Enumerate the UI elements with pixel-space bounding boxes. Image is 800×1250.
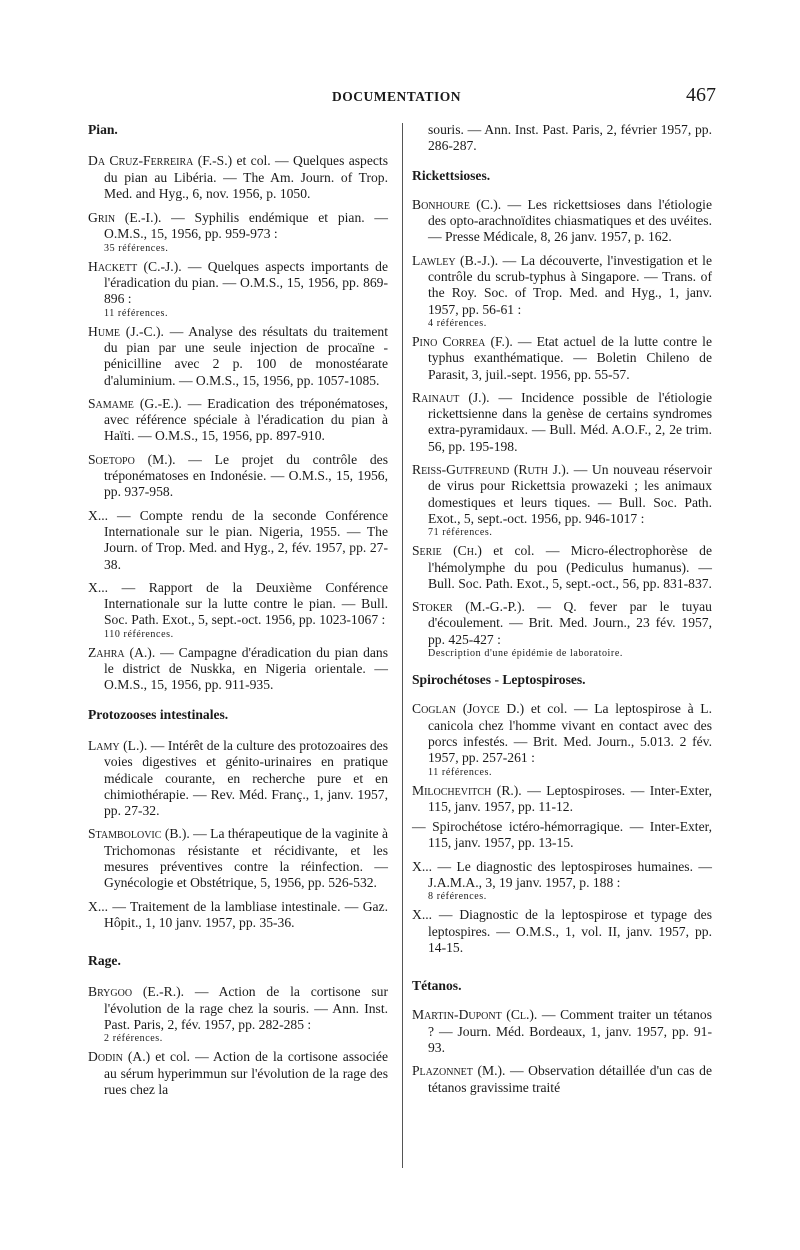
section-heading: Rage. bbox=[88, 953, 121, 969]
entry-author: Zahra (A.). bbox=[88, 644, 156, 660]
entry-author: X... bbox=[88, 507, 109, 523]
bibliography-entry bbox=[412, 253, 712, 329]
entry-citation: — Compte rendu de la seconde Conférence Internationale sur le pian. Nigeria, 1955. — The Journ. of Trop. Med. and Hyg., 2, fév. 1957, pp. 27-38. bbox=[104, 507, 388, 572]
entry-citation: et col. — Quelques aspects du pian au Libéria. — The Am. Journ. of Trop. Med. and Hyg., 6, nov. 1956, p. 1050. bbox=[104, 153, 388, 201]
entry-citation: — Observation détaillée d'un cas de tétanos gravissime traité bbox=[428, 1063, 712, 1095]
bibliography-entry bbox=[412, 599, 712, 659]
entry-author: Samame (G.-E.). bbox=[88, 395, 182, 411]
entry-citation: — Eradication des tréponématoses, avec référence spéciale à l'éradication du pian à Haïti. — O.M.S., 15, 1956, pp. 897-910. bbox=[104, 395, 388, 444]
reference-count: 35 références. bbox=[104, 242, 169, 254]
bibliography-entry bbox=[88, 508, 388, 573]
entry-author: X... bbox=[412, 858, 433, 874]
entry-citation: — Rapport de la Deuxième Conférence Internationale sur la lutte contre le pian. — Bull. Soc. Path. Exot., 5, sept.-oct. 1956, pp. 1023-1067 : bbox=[104, 579, 388, 628]
bibliography-entry bbox=[88, 396, 388, 445]
bibliography-entry bbox=[412, 859, 712, 903]
bibliography-entry bbox=[412, 819, 712, 852]
bibliography-entry bbox=[412, 907, 712, 956]
entry-citation: — Campagne d'éradication du pian dans le district de Nuskka, en Nigeria orientale. — O.M.S., 15, 1956, pp. 911-935. bbox=[104, 644, 388, 693]
entry-citation: et col. — Micro-électrophorèse de l'hémolymphe du pou (Pediculus humanus). — Bull. Soc. Path. Exot., 5, sept.-oct., 56, pp. 831-837. bbox=[428, 543, 712, 591]
reference-count: 2 références. bbox=[104, 1033, 163, 1045]
entry-citation: — Action de la cortisone sur l'évolution de la rage chez la souris. — Ann. Inst. Past. Paris, 2, fév. 1957, pp. 282-285 : bbox=[104, 984, 388, 1033]
section-heading: Spirochétoses - Leptospiroses. bbox=[412, 672, 586, 688]
entry-author: Da Cruz-Ferreira (F.-S.) bbox=[88, 153, 233, 169]
entry-citation: — Leptospiroses. — Inter-Exter, 115, janv. 1957, pp. 11-12. bbox=[428, 782, 712, 814]
bibliography-entry bbox=[88, 580, 388, 640]
entry-citation: — Un nouveau réservoir de virus pour Rickettsia prowazeki ; les animaux domestiques et leurs tiques. — Bull. Soc. Path. Exot., 5, sept.-oct. 1956, pp. 946-1017 : bbox=[428, 462, 712, 526]
bibliography-entry bbox=[88, 153, 388, 202]
entry-citation: — Diagnostic de la leptospirose et typage des leptospires. — O.M.S., 1, vol. II, janv. 1957, pp. 14-15. bbox=[428, 907, 712, 955]
entry-citation: — Le diagnostic des leptospiroses humaines. — J.A.M.A., 3, 19 janv. 1957, p. 188 : bbox=[428, 858, 712, 890]
bibliography-entry bbox=[88, 210, 388, 254]
entry-author: Plazonnet (M.). bbox=[412, 1063, 506, 1079]
section-heading: Tétanos. bbox=[412, 978, 462, 994]
running-head: DOCUMENTATION bbox=[332, 89, 462, 104]
entry-author: Grin (E.-I.). bbox=[88, 210, 162, 226]
bibliography-entry bbox=[412, 334, 712, 383]
section-heading: Protozooses intestinales. bbox=[88, 706, 229, 722]
entry-author: Hackett (C.-J.). bbox=[88, 258, 182, 274]
entry-author: X... bbox=[412, 907, 433, 923]
reference-count: 11 références. bbox=[104, 307, 169, 319]
entry-author: Rainaut (J.). bbox=[412, 389, 490, 405]
bibliography-entry bbox=[412, 197, 712, 246]
entry-citation: — Etat actuel de la lutte contre le typhus exanthématique. — Boletin Chileno de Parasit, 3, juil.-sept. 1956, pp. 55-57. bbox=[428, 333, 712, 382]
bibliography-entry bbox=[88, 259, 388, 319]
entry-author: Pino Correa (F.). bbox=[412, 333, 513, 349]
entry-author: Stoker (M.-G.-P.). bbox=[412, 599, 525, 615]
reference-count: 110 références. bbox=[104, 628, 174, 640]
entry-author: Coglan (Joyce D.) bbox=[412, 701, 525, 717]
entry-citation: — Intérêt de la culture des protozoaires des voies digestives et génito-urinaires en pratique médicale courante, en recherche pure et en chimiothérapie. — Rev. Méd. Franç., 1, janv. 1957, pp. 27-32. bbox=[104, 737, 388, 819]
reference-count: 11 références. bbox=[428, 766, 493, 778]
bibliography-entry bbox=[412, 122, 712, 155]
entry-citation: — Comment traiter un tétanos ? — Journ. Méd. Bordeaux, 1, janv. 1957, pp. 91-93. bbox=[428, 1007, 712, 1056]
column-rule bbox=[402, 123, 403, 1168]
entry-citation: et col. — La leptospirose à L. canicola chez l'homme vivant en contact avec des porcs infestés. — Brit. Med. Journ., 5.013. 2 fév. 1957, pp. 257-261 : bbox=[428, 701, 712, 766]
entry-author: — Spirochétose bbox=[412, 819, 503, 835]
bibliography-entry bbox=[88, 826, 388, 891]
page-number: 467 bbox=[686, 84, 716, 106]
bibliography-entry bbox=[88, 984, 388, 1044]
bibliography-entry bbox=[412, 543, 712, 592]
bibliography-entry bbox=[412, 783, 712, 816]
entry-citation: — La découverte, l'investigation et le contrôle du scrub-typhus à Singapore. — Trans. of the Roy. Soc. of Trop. Med. and Hyg., 1, janv. 1957, pp. 56-61 : bbox=[428, 252, 712, 317]
entry-citation: — Incidence possible de l'étiologie rickettsienne dans la genèse de certains syndromes extra-pyramidaux. — Bull. Méd. A.O.F., 2, 2e trim. 56, pp. 195-198. bbox=[428, 389, 712, 454]
entry-author: Serie (Ch.) bbox=[412, 543, 482, 559]
bibliography-entry bbox=[88, 899, 388, 932]
entry-citation: souris. — Ann. Inst. Past. Paris, 2, février 1957, pp. 286-287. bbox=[428, 122, 712, 154]
bibliography-entry bbox=[412, 1063, 712, 1096]
entry-citation: — Le projet du contrôle des tréponématoses en Indonésie. — O.M.S., 15, 1956, pp. 937-958. bbox=[104, 451, 388, 500]
bibliography-entry bbox=[88, 452, 388, 501]
entry-citation: — Quelques aspects importants de l'éradication du pian. — O.M.S., 15, 1956, pp. 869-896 : bbox=[104, 258, 388, 307]
entry-author: Martin-Dupont (Cl.). bbox=[412, 1007, 538, 1023]
entry-citation: — Analyse des résultats du traitement du pian par une seule injection de procaïne - pénicilline avec 2 p. 100 de monostéarate d'aluminium. — O.M.S., 15, 1956, pp. 1057-1085. bbox=[104, 323, 388, 388]
entry-author: X... bbox=[88, 579, 109, 595]
entry-citation: — Traitement de la lambliase intestinale. — Gaz. Hôpit., 1, 10 janv. 1957, pp. 35-36. bbox=[104, 898, 388, 930]
entry-author: Brygoo (E.-R.). bbox=[88, 984, 185, 1000]
bibliography-entry bbox=[88, 1049, 388, 1098]
bibliography-entry bbox=[88, 324, 388, 389]
entry-author: Hume (J.-C.). bbox=[88, 323, 164, 339]
entry-citation: et col. — Action de la cortisone associée au sérum hyperimmun sur l'évolution de la rage des rues chez la bbox=[104, 1049, 388, 1097]
entry-author: Lamy (L.). bbox=[88, 737, 148, 753]
entry-author: Milochevitch (R.). bbox=[412, 782, 522, 798]
reference-count: 4 références. bbox=[428, 317, 487, 329]
bibliography-entry bbox=[88, 645, 388, 694]
bibliography-entry bbox=[412, 390, 712, 455]
entry-author: X... bbox=[88, 898, 109, 914]
entry-author: Bonhoure (C.). bbox=[412, 196, 502, 212]
entry-author: Stambolovic (B.). bbox=[88, 826, 190, 842]
reference-count: Description d'une épidémie de laboratoire. bbox=[428, 648, 623, 660]
section-heading: Rickettsioses. bbox=[412, 167, 491, 183]
bibliography-entry bbox=[88, 738, 388, 819]
bibliography-entry bbox=[412, 701, 712, 777]
entry-author: Dodin (A.) bbox=[88, 1049, 151, 1065]
bibliography-entry bbox=[412, 1007, 712, 1056]
entry-author: Reiss-Gutfreund (Ruth J.). bbox=[412, 462, 570, 478]
entry-citation: — Syphilis endémique et pian. — O.M.S., 15, 1956, pp. 959-973 : bbox=[104, 210, 389, 242]
entry-author: Soetopo (M.). bbox=[88, 451, 176, 467]
right-column bbox=[412, 122, 712, 1096]
entry-citation: — La thérapeutique de la vaginite à Trichomonas résistante et récidivante, et les mesures préventives contre la réinfection. — Gynécologie et Obstétrique, 5, 1956, pp. 526-532. bbox=[104, 826, 388, 891]
left-column bbox=[88, 122, 388, 1098]
reference-count: 71 références. bbox=[428, 527, 493, 539]
entry-citation: ictéro-hémorragique. — Inter-Exter, 115, janv. 1957, pp. 13-15. bbox=[428, 819, 712, 851]
section-heading: Pian. bbox=[88, 122, 118, 137]
entry-citation: — Q. fever par le tuyau d'écoulement. — Brit. Med. Journ., 23 fév. 1957, pp. 425-427 : bbox=[428, 599, 712, 647]
entry-author: Lawley (B.-J.). bbox=[412, 252, 499, 268]
entry-citation: — Les rickettsioses dans l'étiologie des opto-arachnoïdites chiasmatiques et des uvéites. — Presse Médicale, 8, 26 janv. 1957, p. 162. bbox=[428, 196, 712, 245]
reference-count: 8 références. bbox=[428, 891, 487, 903]
bibliography-entry bbox=[412, 462, 712, 538]
